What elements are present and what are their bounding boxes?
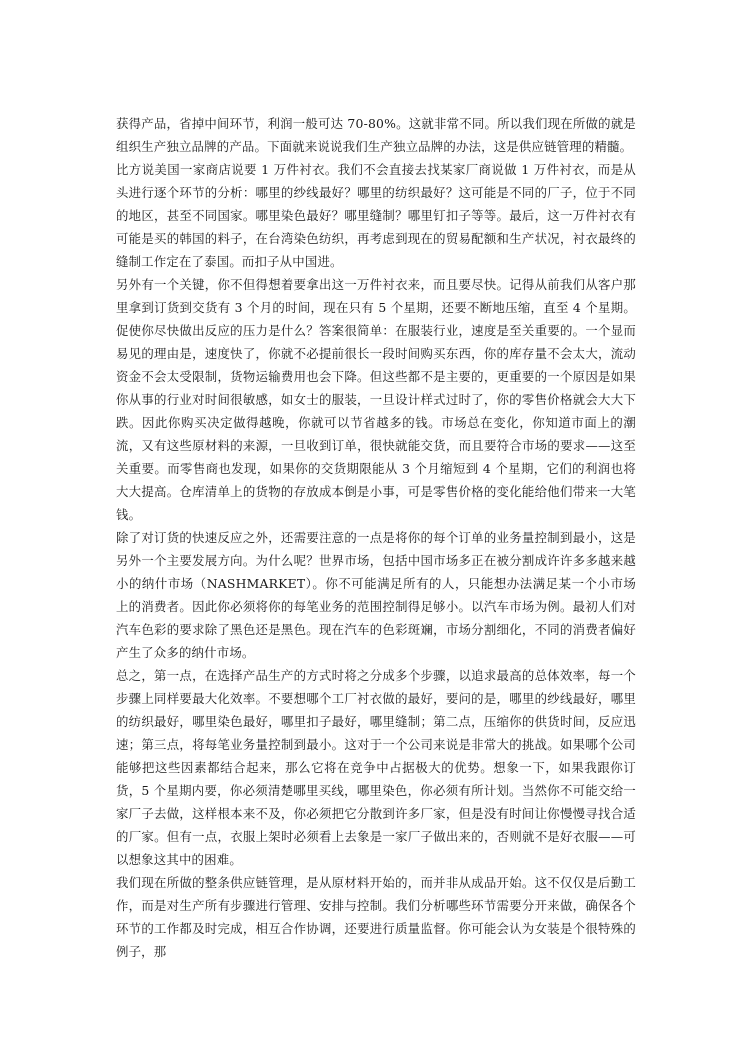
paragraph-summary: 总之，第一点，在选择产品生产的方式时将之分成多个步骤，以追求最高的总体效率，每一个步骤上同样要最大化效率。不要想哪个工厂衬衣做的最好，要问的是，哪里的纱线最好，哪里的纺织最好，哪里染色最好，哪里扣子最好，哪里缝制；第二点，压缩你的供货时间，反应迅速；第三点，将每笔业务量控制到最小。这对于一个公司来说是非常大的挑战。如果哪个公司能够把这些因素都结合起来，那么它将在竞争中占据极大的优势。想象一下，如果我跟你订货，5 个星期内要，你必须清楚哪里买线，哪里染色，你必须有所计划。当然你不可能交给一家厂子去做，这样根本来不及，你必须把它分散到许多厂家，但是没有时间让你慢慢寻找合适的厂家。但有一点，衣服上架时必须看上去象是一家厂子做出来的，否则就不是好衣服——可以想象这其中的困难。: [116, 668, 636, 867]
paragraph-shirt-example: 比方说美国一家商店说要 1 万件衬衣。我们不会直接去找某家厂商说做 1 万件衬衣，而是从头进行逐个环节的分析：哪里的纱线最好？哪里的纺织最好？这可能是不同的厂子，位于不同的地区，甚至不同国家。哪里染色最好？哪里缝制？哪里钉扣子等等。最后，这一万件衬衣有可能是买的韩国的料子，在台湾染色纺织，再考虑到现在的贸易配额和生产状况，衬衣最终的缝制工作定在了泰国。而扣子从中国进。: [116, 162, 636, 269]
document-body: [116, 112, 636, 963]
paragraph-niche-market: 除了对订货的快速反应之外，还需要注意的一点是将你的每个订单的业务量控制到最小，这是另外一个主要发展方向。为什么呢？世界市场，包括中国市场多正在被分割成许许多多越来越小的纳什市场（NASHMARKET）。你不可能满足所有的人，只能想办法满足某一个小市场上的消费者。因此你必须将你的每笔业务的范围控制得足够小。以汽车市场为例。最初人们对汽车色彩的要求除了黑色还是黑色。现在汽车的色彩斑斓，市场分割细化，不同的消费者偏好产生了众多的纳什市场。: [116, 530, 636, 660]
paragraph-supply-chain: 我们现在所做的整条供应链管理，是从原材料开始的，而并非从成品开始。这不仅仅是后勤工作，而是对生产所有步骤进行管理、安排与控制。我们分析哪些环节需要分开来做，确保各个环节的工作都及时完成，相互合作协调，还要进行质量监督。你可能会认为女装是个很特殊的例子，那: [116, 875, 636, 959]
paragraph-profit-margin: 获得产品，省掉中间环节，利润一般可达 70-80%。这就非常不同。所以我们现在所做的就是组织生产独立品牌的产品。下面就来说说我们生产独立品牌的办法，这是供应链管理的精髓。: [116, 116, 636, 154]
paragraph-speed: 另外有一个关键，你不但得想着要拿出这一万件衬衣来，而且要尽快。记得从前我们从客户那里拿到订货到交货有 3 个月的时间，现在只有 5 个星期，还要不断地压缩，直至 4 个星期。促使你尽快做出反应的压力是什么？答案很简单：在服装行业，速度是至关重要的。一个显而易见的理由是，速度快了，你就不必提前很长一段时间购买东西，你的库存量不会太大，流动资金不会太受限制，货物运输费用也会下降。但这些都不是主要的，更重要的一个原因是如果你从事的行业对时间很敏感，如女士的服装，一旦设计样式过时了，你的零售价格就会大大下跌。因此你购买决定做得越晚，你就可以节省越多的钱。市场总在变化，你知道市面上的潮流，又有这些原材料的来源，一旦收到订单，很快就能交货，而且要符合市场的要求——这至关重要。而零售商也发现，如果你的交货期限能从 3 个月缩短到 4 个星期，它们的利润也将大大提高。仓库清单上的货物的存放成本倒是小事，可是零售价格的变化能给他们带来一大笔钱。: [116, 277, 636, 522]
